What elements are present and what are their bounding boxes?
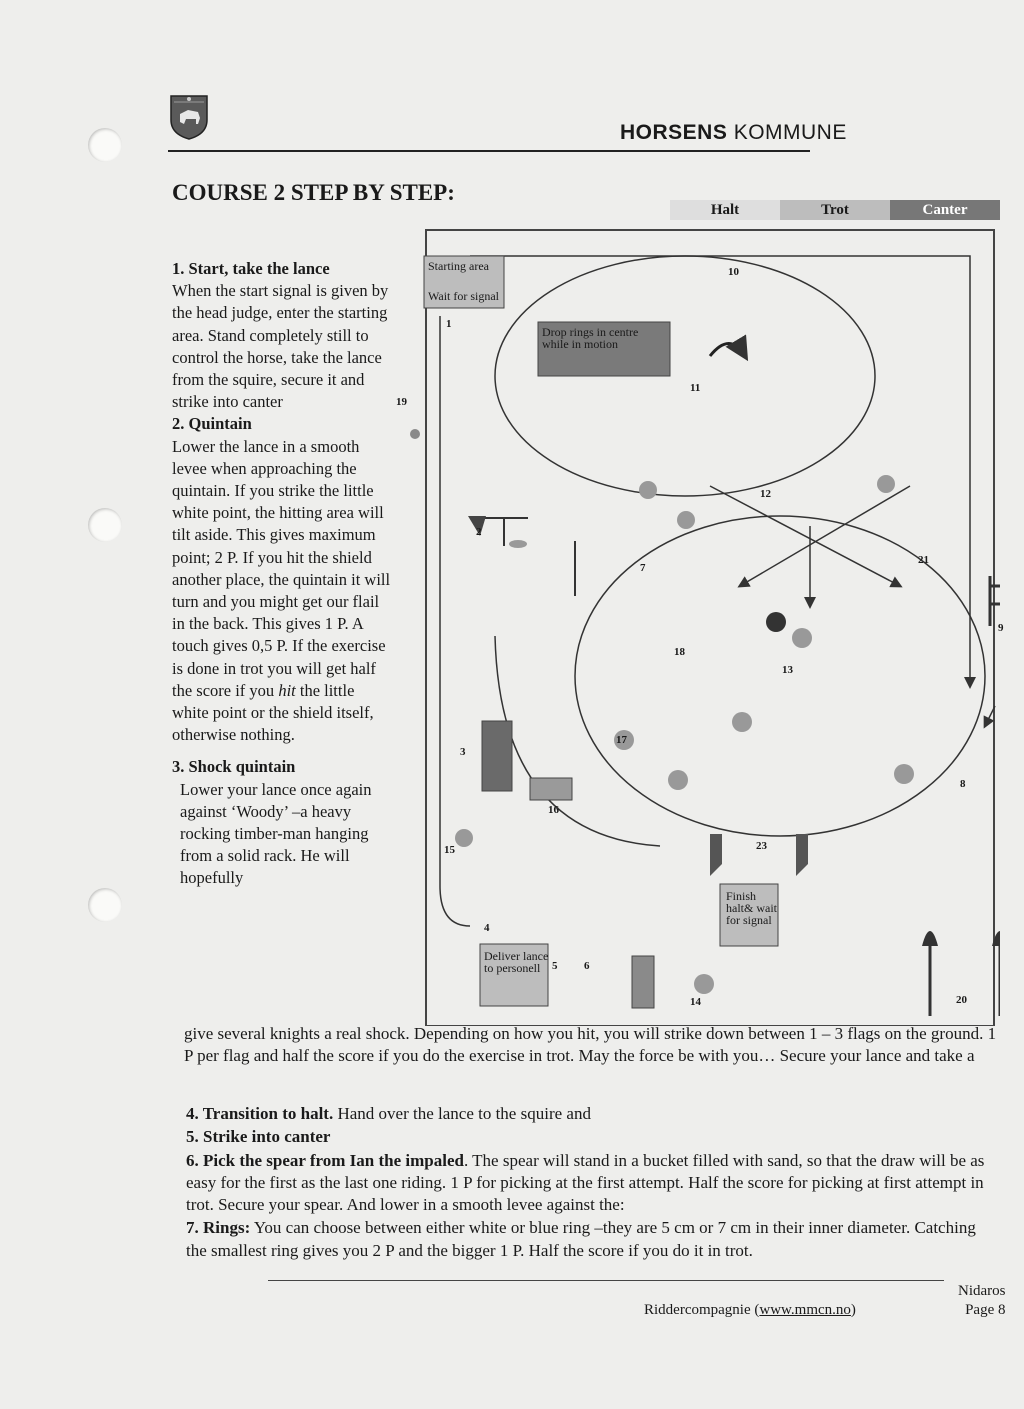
page-number: Page 8 <box>965 1302 1006 1318</box>
step-5-heading: 5. Strike into canter <box>186 1127 331 1147</box>
map-number-18: 18 <box>674 646 685 658</box>
section-2-text <box>172 436 394 747</box>
binder-hole-top <box>88 128 122 162</box>
section-3-continued-text: give several knights a real shock. Depending on how you hit, you will strike down between 1 – 3 flags on the ground. 1 P per flag and half the score if you do the exercise in trot. May the force be with you… Secure your lance and take a <box>184 1024 997 1066</box>
map-number-9: 9 <box>998 622 1004 634</box>
obstacle-6-box <box>632 956 654 1008</box>
section-2-text-end: the little white point or the shield itself, otherwise nothing. <box>172 680 374 745</box>
arena-boundary <box>426 230 994 1026</box>
step-7-heading: 7. Rings: <box>186 1218 251 1238</box>
step-6-text: . The spear will stand in a bucket filled with sand, so that the draw will be as easy for the first as the last one riding. 1 P for picking at the first attempt. Half the score for picking at first attempt in trot. Secure your spear. And lower in a smooth levee against the: <box>186 1150 985 1215</box>
footer-brand: Nidaros <box>958 1283 1006 1299</box>
obstacle-14 <box>694 974 714 994</box>
map-number-16: 16 <box>548 804 559 816</box>
page-title: COURSE 2 STEP BY STEP: <box>172 180 455 205</box>
step-6-heading: 6. Pick the spear from Ian the impaled <box>186 1150 464 1170</box>
deliver-lance-label: Deliver lance to personell <box>484 949 549 975</box>
horsens-coat-of-arms-logo <box>168 92 210 140</box>
wait-for-signal-label: Wait for signal <box>428 289 500 303</box>
map-number-12: 12 <box>760 488 771 500</box>
footer-website-link[interactable]: www.mmcn.no <box>759 1302 851 1318</box>
quintain-base <box>509 540 527 548</box>
step-7 <box>186 1217 998 1262</box>
map-number-21: 21 <box>918 554 929 566</box>
step-7-text: You can choose between either white or blue ring –they are 5 cm or 7 cm in their inner diameter. Catching the smallest ring gives you 2 P and the bigger 1 P. Half the score if you do it in trot. <box>186 1218 976 1260</box>
curved-turn-arrow <box>710 344 745 357</box>
route-path-top <box>470 256 970 686</box>
course-map <box>396 226 1004 1026</box>
route-curve <box>495 636 660 846</box>
map-number-20: 20 <box>956 994 967 1006</box>
footer-company: Riddercompagnie ( <box>644 1302 760 1318</box>
step-4-heading: 4. Transition to halt. <box>186 1104 334 1123</box>
route-diagonal-2 <box>740 486 910 586</box>
obstacle-16-box <box>530 778 572 800</box>
obstacle-13-right <box>792 628 812 648</box>
map-number-2: 2 <box>476 526 482 538</box>
map-number-10: 10 <box>728 266 739 278</box>
obstacle-18 <box>732 712 752 732</box>
flag-left <box>710 834 722 876</box>
kommune-wordmark <box>620 121 847 145</box>
map-number-3: 3 <box>460 746 466 758</box>
obstacle-3-box <box>482 721 512 791</box>
starting-area-label: Starting area <box>428 259 489 273</box>
gait-legend-halt: Halt <box>670 200 780 220</box>
footer-rule <box>268 1280 944 1281</box>
finish-label: Finish halt& wait for signal <box>726 889 777 927</box>
route-diagonal-1 <box>710 486 900 586</box>
obstacle-ring-a <box>677 511 695 529</box>
obstacle-ring-b <box>639 481 657 499</box>
map-number-19: 19 <box>396 396 407 408</box>
step-4-text: Hand over the lance to the squire and <box>333 1104 591 1123</box>
obstacle-17 <box>668 770 688 790</box>
map-number-14: 14 <box>690 996 701 1008</box>
step-6 <box>186 1150 998 1217</box>
section-1-text: When the start signal is given by the head judge, enter the starting area. Stand completely still to control the horse, take the lance from the squire, secure it and strike into canter <box>172 281 389 412</box>
obstacle-dark <box>766 612 786 632</box>
map-number-15: 15 <box>444 844 455 856</box>
section-2-heading: 2. Quintain <box>172 414 252 434</box>
steps-list <box>186 1103 998 1263</box>
flag-right <box>796 834 808 876</box>
section-3-continued <box>184 1023 1004 1068</box>
map-number-13: 13 <box>782 664 793 676</box>
map-number-5: 5 <box>552 960 558 972</box>
kommune-wordmark-light: KOMMUNE <box>727 121 847 144</box>
map-number-8: 8 <box>960 778 966 790</box>
header-rule <box>168 150 810 152</box>
section-2-text-main: Lower the lance in a smooth levee when approaching the quintain. If you strike the little white point, the hitting area will tilt aside. This gives maximum point; 2 P. If you hit the shield another place, the quintain it will turn and you might get our flail in the back. This gives 1 P. A touch gives 0,5 P. If the exercise is done in trot you will get half the score if you <box>172 436 391 700</box>
section-3-heading: 3. Shock quintain <box>172 757 296 777</box>
course-map-drawing <box>410 226 1000 1026</box>
step-4 <box>186 1103 998 1125</box>
section-1-heading: 1. Start, take the lance <box>172 259 330 278</box>
kommune-wordmark-bold: HORSENS <box>620 121 728 144</box>
obstacle-21 <box>877 475 895 493</box>
gait-legend-trot: Trot <box>780 200 890 220</box>
marker-19 <box>410 429 420 439</box>
section-2-hit-emphasis: hit <box>278 680 296 700</box>
map-number-17: 17 <box>616 734 627 746</box>
map-number-7: 7 <box>640 562 646 574</box>
binder-hole-middle <box>88 508 122 542</box>
gait-legend <box>670 200 1000 220</box>
footer-credit <box>644 1302 856 1319</box>
gait-legend-canter: Canter <box>890 200 1000 220</box>
obstacle-8 <box>894 764 914 784</box>
drop-rings-label: Drop rings in centre while in motion <box>542 325 639 351</box>
page-number-box <box>958 1282 1006 1320</box>
binder-hole-lower <box>88 888 122 922</box>
map-number-1: 1 <box>446 318 452 330</box>
instructions-column <box>172 258 394 890</box>
map-number-11: 11 <box>690 382 701 394</box>
map-number-6: 6 <box>584 960 590 972</box>
step-5 <box>186 1126 998 1148</box>
torch-left-flame <box>922 931 938 946</box>
map-number-4: 4 <box>484 922 490 934</box>
obstacle-15 <box>455 829 473 847</box>
map-number-23: 23 <box>756 840 767 852</box>
footer-close-paren: ) <box>850 1302 856 1318</box>
section-3-text: Lower your lance once again against ‘Woody’ –a heavy rocking timber-man hanging from a solid rack. He will hopefully <box>180 779 372 888</box>
